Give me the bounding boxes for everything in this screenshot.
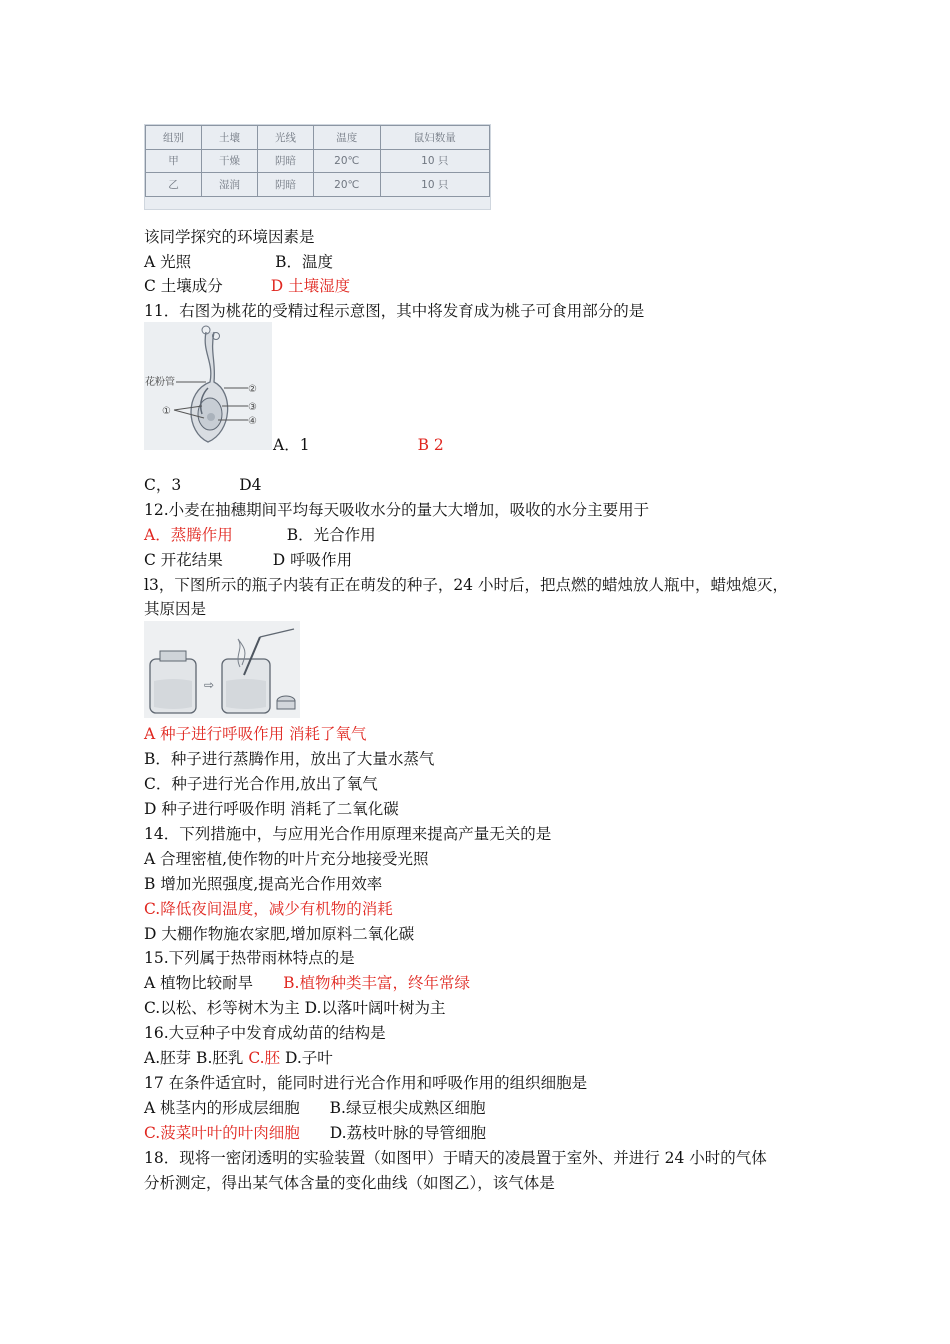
q16-option-c-answer: C.胚 xyxy=(248,1049,281,1067)
q17-options-cd xyxy=(144,1122,486,1144)
jar-candle-figure xyxy=(144,621,300,718)
q12-options-cd xyxy=(144,549,352,571)
table-cell: 10 只 xyxy=(380,149,489,173)
q15-option-b-answer: B.植物种类丰富，终年常绿 xyxy=(283,974,470,992)
q14-option-d: D 大棚作物施农家肥,增加原料二氧化碳 xyxy=(144,925,415,943)
table-header: 光线 xyxy=(257,126,313,150)
q16-stem: 16.大豆种子中发育成幼苗的结构是 xyxy=(144,1024,386,1042)
label-2: ② xyxy=(248,384,257,395)
q14-option-c-answer: C.降低夜间温度，减少有机物的消耗 xyxy=(144,900,393,918)
q13-stem-line2: 其原因是 xyxy=(144,600,207,618)
q17-option-b: B.绿豆根尖成熟区细胞 xyxy=(329,1099,486,1117)
q13-option-d: D 种子进行呼吸作明 消耗了二氧化碳 xyxy=(144,800,399,818)
q17-stem: 17 在条件适宜时，能同时进行光合作用和呼吸作用的组织细胞是 xyxy=(144,1074,588,1092)
peach-flower-figure xyxy=(144,322,272,450)
q15-options-cd: C.以松、杉等树木为主 D.以落叶阔叶树为主 xyxy=(144,999,446,1017)
q14-option-a: A 合理密植,使作物的叶片充分地接受光照 xyxy=(144,850,429,868)
q12-stem: 12.小麦在抽穗期间平均每天吸收水分的量大大增加，吸收的水分主要用于 xyxy=(144,501,650,519)
label-pollen-tube: 花粉管 xyxy=(145,377,175,388)
table-row xyxy=(146,149,490,173)
q14-option-b: B 增加光照强度,提高光合作用效率 xyxy=(144,875,383,893)
q10-option-d-answer: D 土壤湿度 xyxy=(270,277,351,295)
q10-option-c: C 土壤成分 xyxy=(144,277,223,295)
q10-stem: 该同学探究的环境因素是 xyxy=(144,228,315,246)
q15-options-ab xyxy=(144,972,470,994)
q11-options-ab xyxy=(273,434,444,456)
q17-option-d: D.荔枝叶脉的导管细胞 xyxy=(329,1124,487,1142)
table-cell: 湿润 xyxy=(201,173,257,197)
q15-stem: 15.下列属于热带雨林特点的是 xyxy=(144,949,355,967)
table-header: 组别 xyxy=(146,126,202,150)
q13-option-c: C．种子进行光合作用,放出了氧气 xyxy=(144,775,378,793)
label-4: ④ xyxy=(248,416,257,427)
q11-option-c: C，3 xyxy=(144,476,182,494)
label-1: ① xyxy=(162,406,171,417)
q10-options-ab xyxy=(144,251,333,273)
q12-option-a-answer: A．蒸腾作用 xyxy=(144,526,233,544)
table-cell: 20℃ xyxy=(313,173,380,197)
q18-stem-line1: 18．现将一密闭透明的实验装置（如图甲）于晴天的凌晨置于室外、并进行 24 小时的气体 xyxy=(144,1149,767,1167)
q17-option-c-answer: C.菠菜叶叶的叶肉细胞 xyxy=(144,1124,300,1142)
svg-text:⇨: ⇨ xyxy=(204,678,215,692)
q16-option-d: D.子叶 xyxy=(284,1049,333,1067)
q13-option-a-answer: A 种子进行呼吸作用 消耗了氧气 xyxy=(144,725,367,743)
q11-option-d: D4 xyxy=(239,476,262,494)
q11-option-b-answer: B 2 xyxy=(417,436,444,454)
jar-diagram xyxy=(144,621,300,718)
q16-options-ab: A.胚芽 B.胚乳 xyxy=(144,1049,244,1067)
table-header: 鼠妇数量 xyxy=(380,126,489,150)
q12-option-c: C 开花结果 xyxy=(144,551,223,569)
table-row xyxy=(146,173,490,197)
table-cell: 干燥 xyxy=(201,149,257,173)
table-cell: 甲 xyxy=(146,149,202,173)
table-cell: 阴暗 xyxy=(257,173,313,197)
q11-stem: 11．右图为桃花的受精过程示意图，其中将发育成为桃子可食用部分的是 xyxy=(144,302,645,320)
q10-option-a: A 光照 xyxy=(144,253,192,271)
table-header: 土壤 xyxy=(201,126,257,150)
table-cell: 阴暗 xyxy=(257,149,313,173)
q12-options-ab xyxy=(144,524,376,546)
q17-options-ab xyxy=(144,1097,485,1119)
label-3: ③ xyxy=(248,402,257,413)
q12-option-d: D 呼吸作用 xyxy=(272,551,353,569)
q12-option-b: B．光合作用 xyxy=(286,526,376,544)
experiment-table-image xyxy=(144,124,491,210)
table-header: 温度 xyxy=(313,126,380,150)
q15-option-a: A 植物比较耐旱 xyxy=(144,974,254,992)
flower-diagram xyxy=(144,322,272,450)
q14-stem: 14．下列措施中，与应用光合作用原理来提高产量无关的是 xyxy=(144,825,552,843)
q16-options xyxy=(144,1047,333,1069)
q10-options-cd xyxy=(144,275,350,297)
q13-stem-line1: l3，下图所示的瓶子内装有正在萌发的种子，24 小时后，把点燃的蜡烛放人瓶中，蜡烛熄灭， xyxy=(144,576,788,594)
q18-stem-line2: 分析测定，得出某气体含量的变化曲线（如图乙），该气体是 xyxy=(144,1174,555,1192)
q17-option-a: A 桃茎内的形成层细胞 xyxy=(144,1099,300,1117)
q10-option-b: B．温度 xyxy=(275,253,334,271)
q11-option-a: A．1 xyxy=(273,436,310,454)
table-cell: 10 只 xyxy=(380,173,489,197)
q13-option-b: B．种子进行蒸腾作用，放出了大量水蒸气 xyxy=(144,750,435,768)
table-cell: 乙 xyxy=(146,173,202,197)
q11-options-cd xyxy=(144,474,262,496)
table-cell: 20℃ xyxy=(313,149,380,173)
experiment-table xyxy=(145,125,490,197)
